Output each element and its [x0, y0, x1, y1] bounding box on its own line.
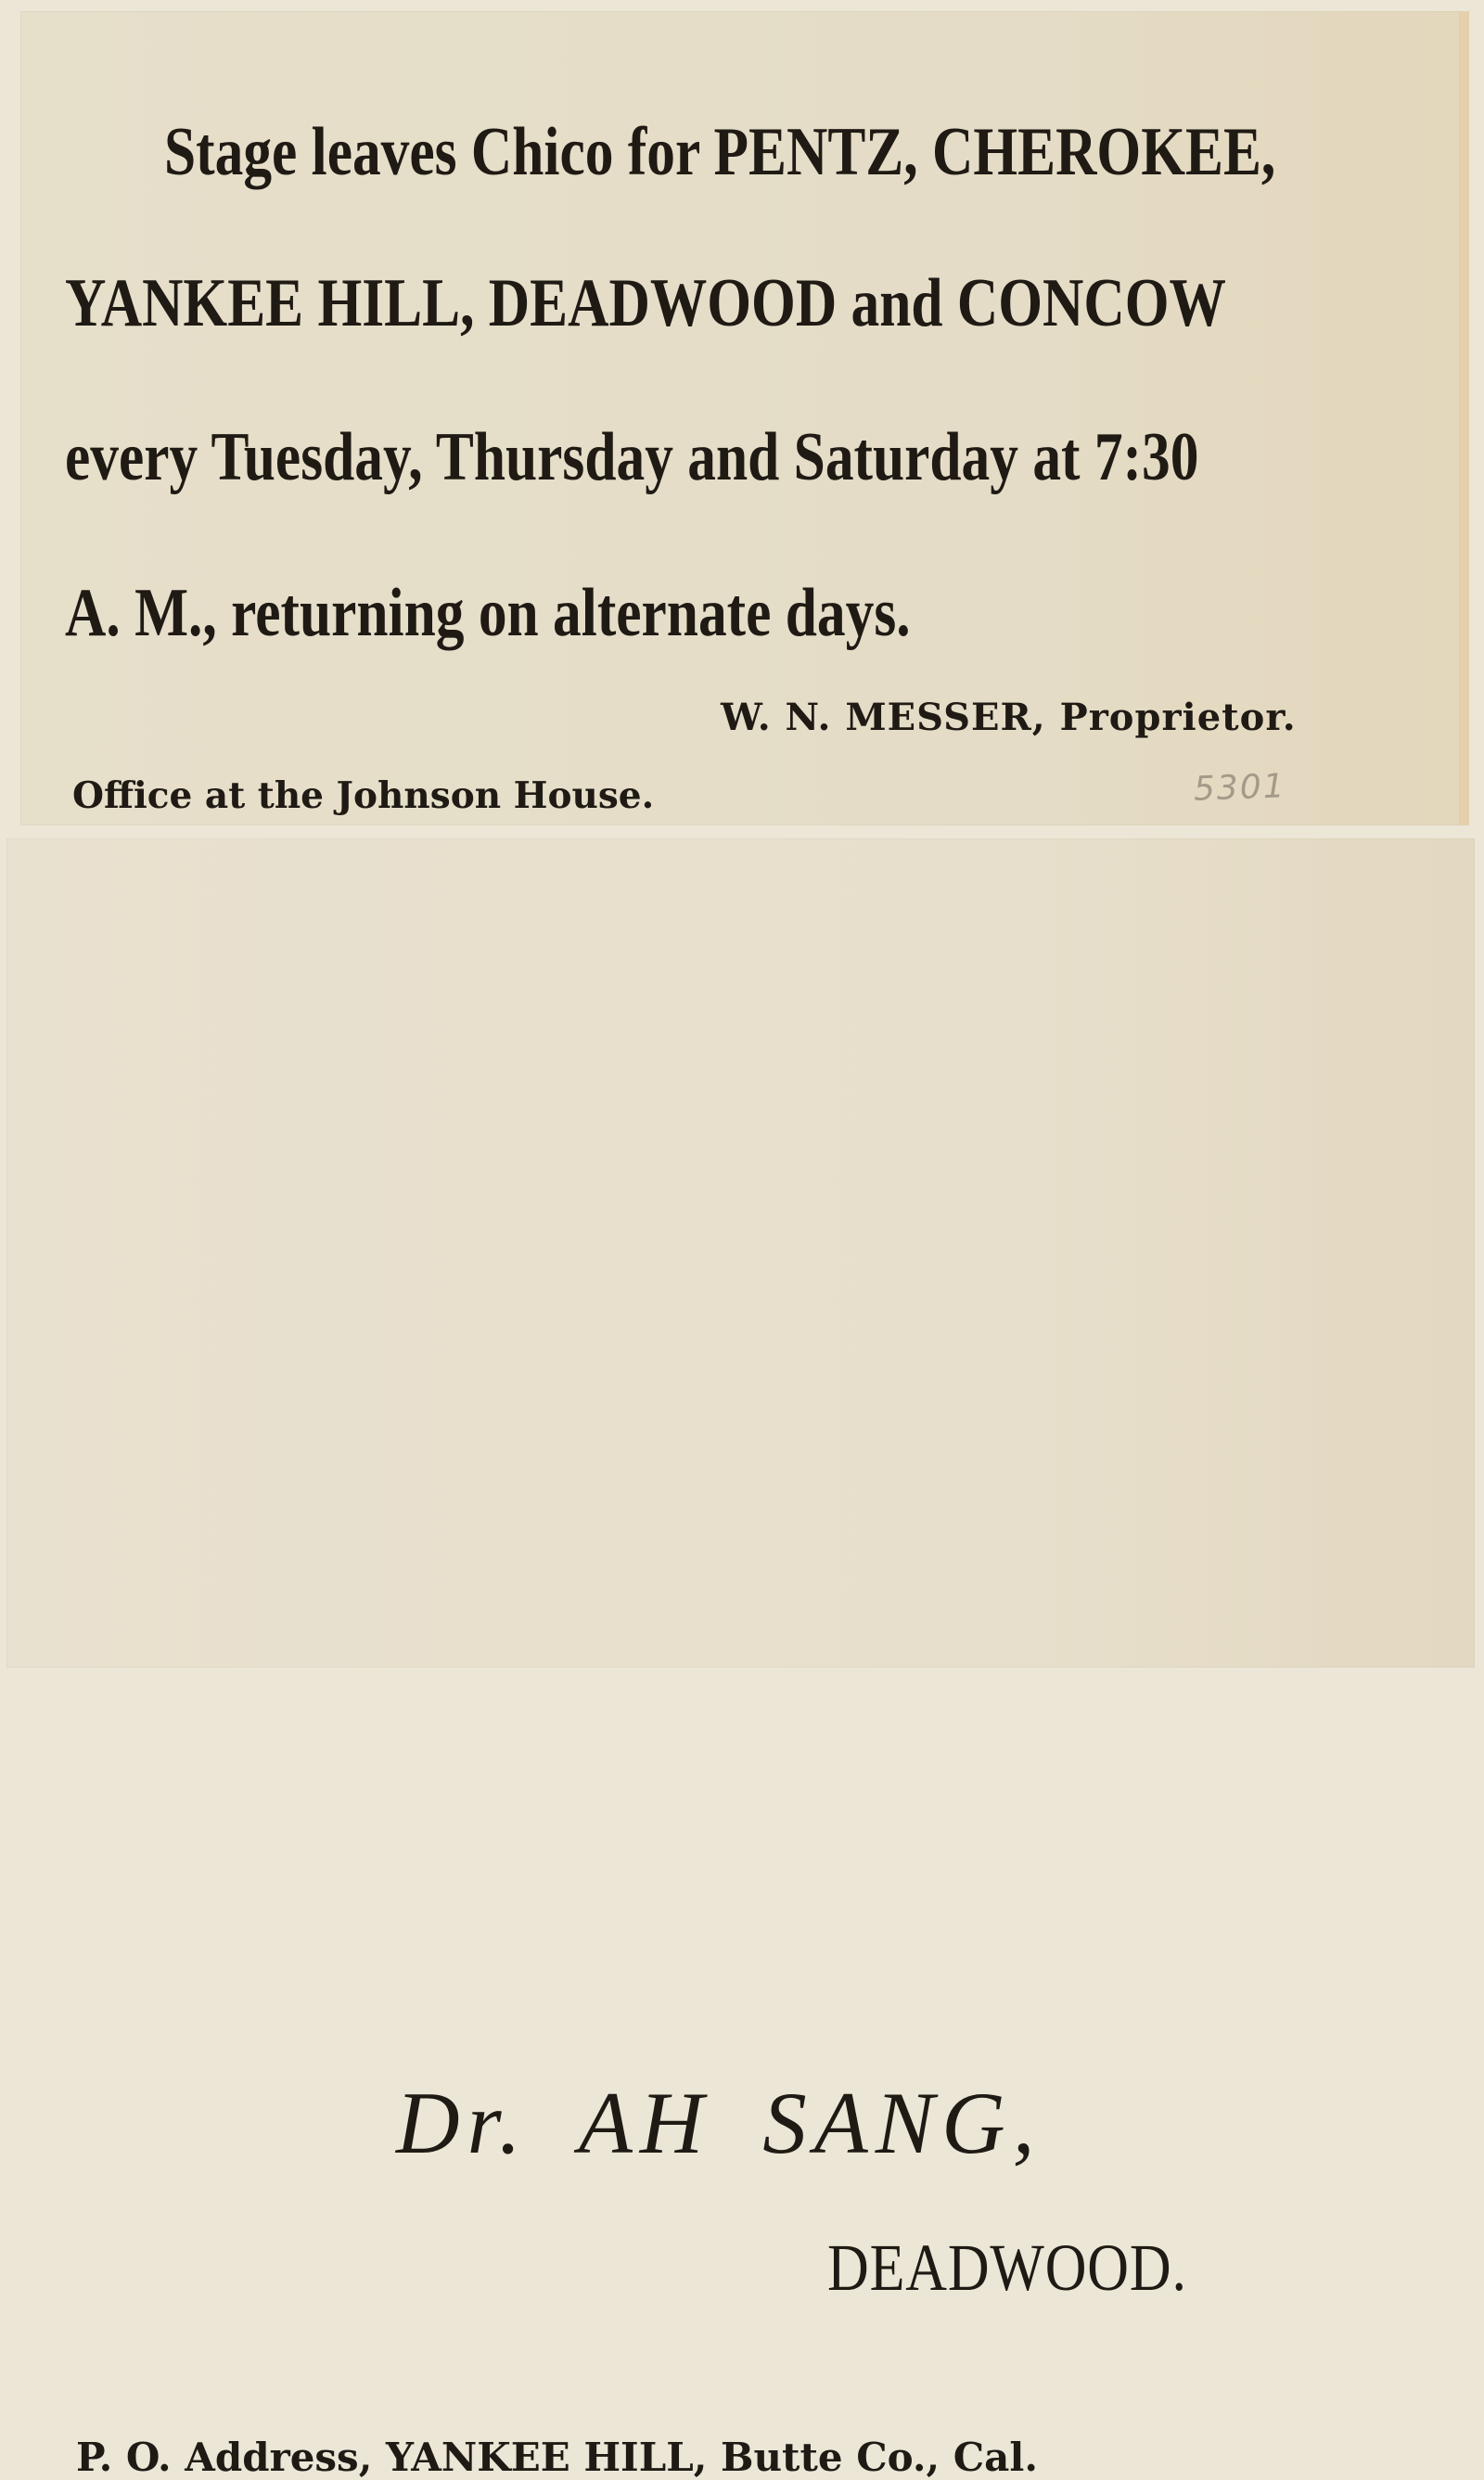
doctor-town: DEADWOOD.: [827, 2231, 1187, 2305]
proprietor-name: W. N. MESSER, Proprietor.: [721, 696, 1297, 739]
postal-address: P. O. Address, YANKEE HILL, Butte Co., Cal.: [76, 2435, 1038, 2480]
stage-schedule-line: every Tuesday, Thursday and Saturday at 7:30: [65, 419, 1199, 495]
stage-destinations-line: YANKEE HILL, DEADWOOD and CONCOW: [65, 265, 1226, 341]
doctor-card: [6, 838, 1475, 2480]
stage-return-line: A. M., returning on alternate days.: [65, 575, 911, 651]
office-location: Office at the Johnson House.: [72, 774, 655, 817]
stage-route-line: Stage leaves Chico for PENTZ, CHEROKEE,: [164, 114, 1276, 190]
pencil-document-number: 5301: [1193, 767, 1287, 809]
doctor-name: Dr. AH SANG,: [396, 2074, 1043, 2172]
stage-card: [20, 11, 1469, 825]
